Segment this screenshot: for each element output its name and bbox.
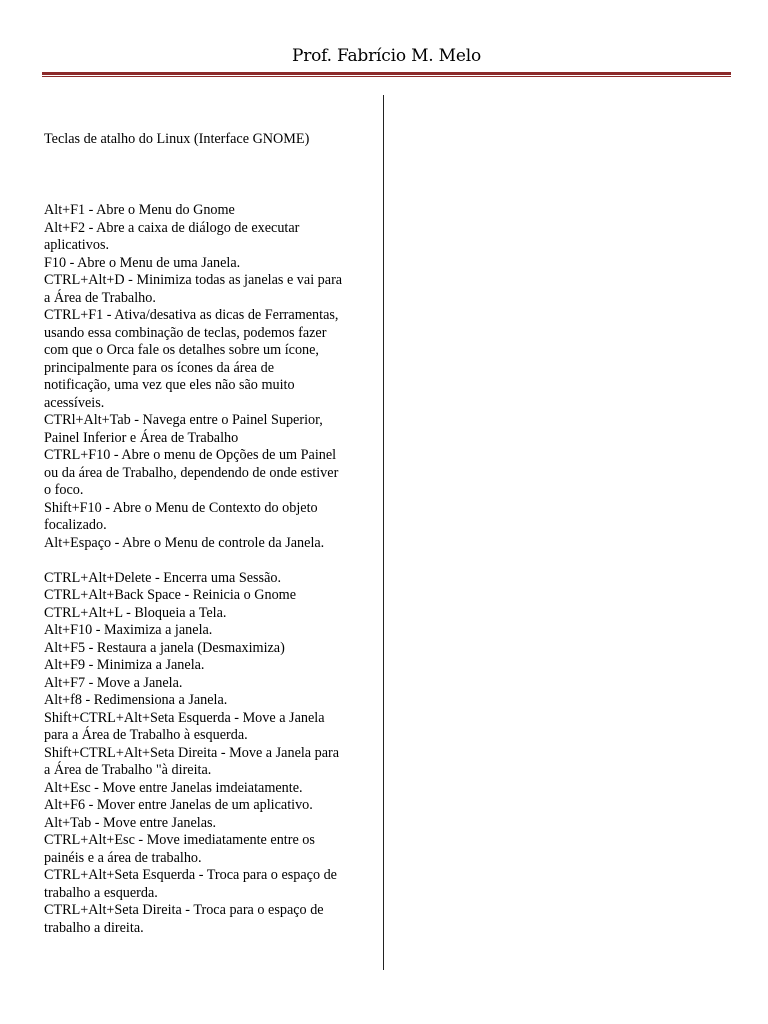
text-line: Alt+F7 - Move a Janela.: [44, 674, 183, 691]
text-line: Shift+CTRL+Alt+Seta Esquerda - Move a Janela: [44, 709, 325, 726]
text-line: CTRL+Alt+Delete - Encerra uma Sessão.: [44, 569, 282, 586]
header-title: Prof. Fabrício M. Melo: [291, 46, 482, 66]
text-line: painéis e a área de trabalho.: [44, 849, 202, 866]
text-line: Alt+F2 - Abre a caixa de diálogo de executar: [44, 219, 300, 236]
text-line: Alt+Esc - Move entre Janelas imdeiatamente.: [44, 779, 303, 796]
text-line: Alt+F6 - Mover entre Janelas de um aplicativo.: [44, 797, 313, 813]
text-line: CTRL+Alt+Seta Esquerda - Troca para o espaço de: [44, 867, 337, 883]
text-line: CTRL+Alt+L - Bloqueia a Tela.: [44, 604, 227, 621]
document-heading: Teclas de atalho do Linux (Interface GNOME): [44, 131, 310, 147]
header-rule-thin: [42, 76, 731, 77]
text-line: Alt+Tab - Move entre Janelas.: [44, 814, 217, 831]
text-line: CTRL+Alt+Esc - Move imediatamente entre os: [44, 832, 315, 848]
text-line: CTRL+F10 - Abre o menu de Opções de um Painel: [44, 447, 337, 463]
text-line: notificação, uma vez que eles não são muito: [44, 377, 295, 393]
text-line: Shift+F10 - Abre o Menu de Contexto do objeto: [44, 499, 318, 516]
text-line: para a Área de Trabalho à esquerda.: [44, 727, 248, 743]
text-line: trabalho a esquerda.: [44, 884, 158, 901]
paragraph-gap: [44, 552, 342, 570]
column-divider: [383, 95, 384, 970]
text-line: CTRl+Alt+Tab - Navega entre o Painel Superior,: [44, 412, 323, 428]
text-line: Alt+F9 - Minimiza a Janela.: [44, 657, 205, 673]
text-line: usando essa combinação de teclas, podemos fazer: [44, 324, 327, 341]
text-line: aplicativos.: [44, 237, 110, 253]
text-line: o foco.: [44, 482, 84, 498]
text-line: acessíveis.: [44, 394, 105, 411]
text-line: a Área de Trabalho.: [44, 289, 156, 306]
text-line: Alt+f8 - Redimensiona a Janela.: [44, 692, 228, 708]
text-line: Painel Inferior e Área de Trabalho: [44, 429, 239, 446]
text-line: Alt+F1 - Abre o Menu do Gnome: [44, 202, 235, 218]
shortcut-list: [44, 202, 342, 937]
text-line: F10 - Abre o Menu de uma Janela.: [44, 254, 241, 271]
text-line: CTRL+Alt+Seta Direita - Troca para o espaço de: [44, 902, 324, 918]
text-line: principalmente para os ícones da área de: [44, 359, 275, 376]
text-line: com que o Orca fale os detalhes sobre um ícone,: [44, 342, 319, 358]
text-line: trabalho a direita.: [44, 919, 144, 936]
text-line: Alt+Espaço - Abre o Menu de controle da Janela.: [44, 534, 325, 551]
text-line: focalizado.: [44, 517, 107, 533]
text-line: Shift+CTRL+Alt+Seta Direita - Move a Janela para: [44, 744, 340, 761]
text-line: Alt+F10 - Maximiza a janela.: [44, 622, 213, 638]
text-line: a Área de Trabalho "à direita.: [44, 762, 212, 778]
text-line: CTRL+Alt+Back Space - Reinicia o Gnome: [44, 587, 297, 603]
text-line: Alt+F5 - Restaura a janela (Desmaximiza): [44, 639, 285, 656]
text-line: ou da área de Trabalho, dependendo de onde estiver: [44, 464, 339, 481]
header-rule-thick: [42, 72, 731, 75]
text-line: CTRL+F1 - Ativa/desativa as dicas de Ferramentas,: [44, 307, 339, 323]
text-line: CTRL+Alt+D - Minimiza todas as janelas e vai para: [44, 272, 343, 288]
